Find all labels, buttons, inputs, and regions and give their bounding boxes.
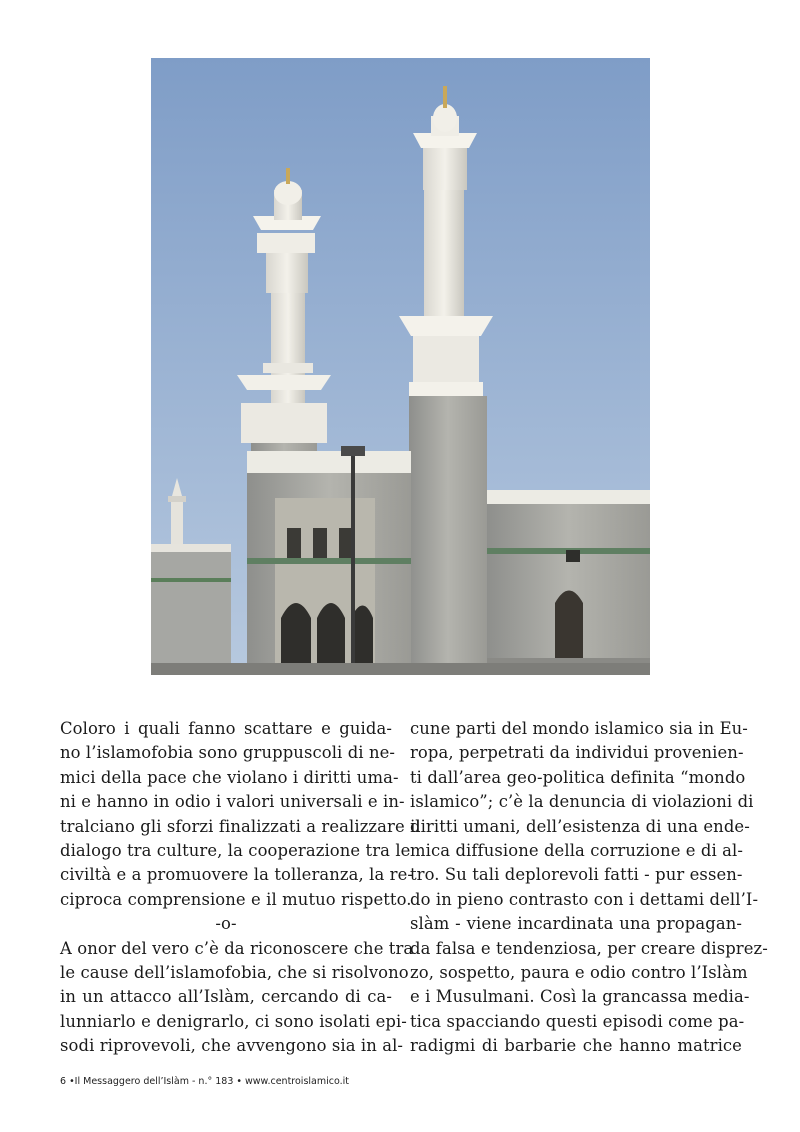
text-line: radigmi di barbarie che hanno matrice: [410, 1036, 742, 1056]
text-line: ropa, perpetrati da individui provenien-: [410, 743, 744, 763]
text-line: mici della pace che violano i diritti uma-: [60, 767, 399, 787]
text-line: cune parti del mondo islamico sia in Eu-: [410, 719, 748, 738]
text-line: islamico”; c’è la denuncia di violazioni di: [410, 792, 754, 812]
page-footer: 6 •Il Messaggero dell’Islàm - n.° 183 • www.centroislamico.it: [60, 1076, 349, 1087]
text-line: ciproca comprensione e il mutuo rispetto.: [60, 889, 412, 909]
text-line: Coloro i quali fanno scattare e guida-: [60, 719, 392, 738]
text-line: in un attacco all’Islàm, cercando di ca-: [60, 987, 392, 1007]
text-line: A onor del vero c’è da riconoscere che tra: [60, 938, 414, 958]
text-line: slàm - viene incardinata una propagan-: [410, 914, 742, 934]
text-line: zo, sospetto, paura e odio contro l’Islàm: [410, 963, 748, 983]
text-line: da falsa e tendenziosa, per creare disprez-: [410, 938, 768, 958]
text-line: no l’islamofobia sono gruppuscoli di ne-: [60, 743, 396, 763]
text-line: le cause dell’islamofobia, che si risolvono: [60, 963, 409, 983]
text-line: do in pieno contrasto con i dettami dell’I-: [410, 889, 759, 909]
text-line: dialogo tra culture, la cooperazione tra le: [60, 841, 411, 861]
text-line: diritti umani, dell’esistenza di una ende-: [410, 816, 750, 836]
text-line: lunniarlo e denigrarlo, ci sono isolati epi-: [60, 1011, 407, 1031]
text-line: ni e hanno in odio i valori universali e in-: [60, 792, 405, 812]
text-line: tica spacciando questi episodi come pa-: [410, 1011, 745, 1031]
text-line: tro. Su tali deplorevoli fatti - pur essen-: [410, 865, 743, 885]
article-column-right: [410, 717, 768, 1059]
text-line: sodi riprovevoli, che avvengono sia in al-: [60, 1036, 404, 1056]
section-separator: -o-: [215, 914, 237, 934]
text-line: civiltà e a promuovere la tolleranza, la re-: [60, 865, 414, 885]
text-line: e i Musulmani. Così la grancassa media-: [410, 987, 750, 1007]
text-line: mica diffusione della corruzione e di al-: [410, 841, 744, 861]
text-line: tralciano gli sforzi finalizzati a realizzare il: [60, 816, 421, 836]
text-line: ti dall’area geo-politica definita “mondo: [410, 767, 746, 787]
article-column-left: [60, 717, 421, 1059]
mosque-minarets-photo: [151, 58, 650, 675]
